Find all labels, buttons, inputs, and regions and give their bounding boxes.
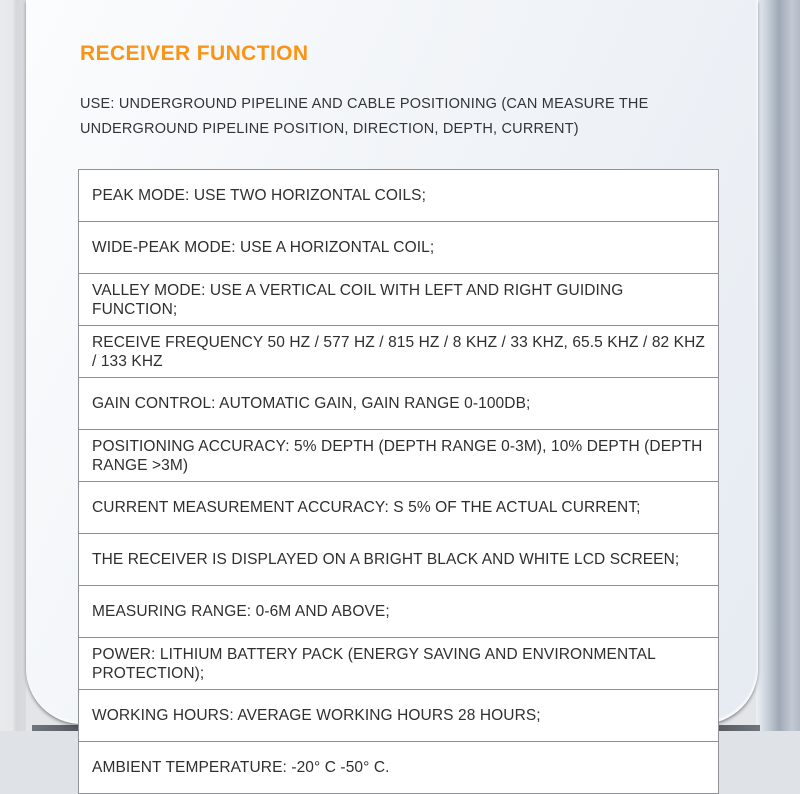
spec-cell-valley-mode: VALLEY MODE: USE A VERTICAL COIL WITH LEFT AND RIGHT GUIDING FUNCTION; [79,274,719,326]
table-row [79,378,719,430]
table-row [79,326,719,378]
spec-cell-positioning-accuracy: POSITIONING ACCURACY: 5% DEPTH (DEPTH RANGE 0-3M), 10% DEPTH (DEPTH RANGE >3M) [79,430,719,482]
spec-table [78,169,719,794]
table-row [79,742,719,794]
spec-cell-gain-control: GAIN CONTROL: AUTOMATIC GAIN, GAIN RANGE 0-100DB; [79,378,719,430]
section-title: RECEIVER FUNCTION [80,42,309,65]
spec-cell-ambient-temperature: AMBIENT TEMPERATURE: -20° C -50° C. [79,742,719,794]
spec-cell-working-hours: WORKING HOURS: AVERAGE WORKING HOURS 28 HOURS; [79,690,719,742]
spec-cell-receive-frequency: RECEIVE FREQUENCY 50 HZ / 577 HZ / 815 HZ / 8 KHZ / 33 KHZ, 65.5 KHZ / 82 KHZ / 133 KHZ [79,326,719,378]
table-row [79,586,719,638]
spec-cell-measuring-range: MEASURING RANGE: 0-6M AND ABOVE; [79,586,719,638]
page-right-edge [756,0,800,731]
table-row [79,274,719,326]
table-row [79,638,719,690]
table-row [79,430,719,482]
table-row [79,690,719,742]
spec-cell-lcd-screen: THE RECEIVER IS DISPLAYED ON A BRIGHT BLACK AND WHITE LCD SCREEN; [79,534,719,586]
spec-cell-peak-mode: PEAK MODE: USE TWO HORIZONTAL COILS; [79,170,719,222]
table-row [79,170,719,222]
table-row [79,534,719,586]
use-description: USE: UNDERGROUND PIPELINE AND CABLE POSITIONING (CAN MEASURE THE UNDERGROUND PIPELINE POSITION, DIRECTION, DEPTH, CURRENT) [80,96,649,137]
table-row [79,222,719,274]
spec-cell-power: POWER: LITHIUM BATTERY PACK (ENERGY SAVING AND ENVIRONMENTAL PROTECTION); [79,638,719,690]
page-left-edge [0,0,26,731]
spec-cell-current-accuracy: CURRENT MEASUREMENT ACCURACY: S 5% OF THE ACTUAL CURRENT; [79,482,719,534]
spec-card [26,0,758,776]
spec-cell-wide-peak-mode: WIDE-PEAK MODE: USE A HORIZONTAL COIL; [79,222,719,274]
table-row [79,482,719,534]
